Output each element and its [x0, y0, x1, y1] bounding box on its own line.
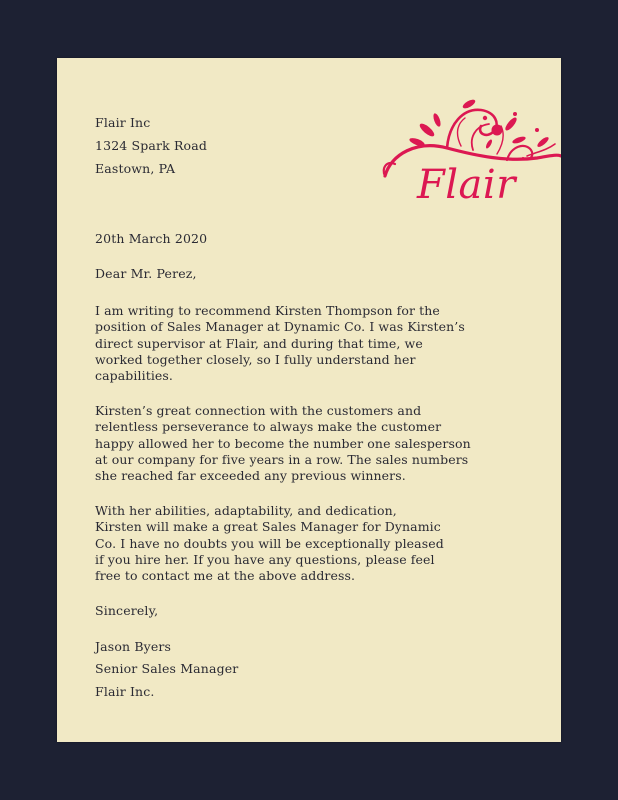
sender-company: Flair Inc [95, 115, 151, 130]
paragraph-line: position of Sales Manager at Dynamic Co. I was Kirsten’s [95, 319, 465, 335]
paragraph-line: if you hire her. If you have any questions, please feel [95, 551, 435, 567]
paragraph-line: Kirsten’s great connection with the customers and [95, 403, 422, 418]
signature-name: Jason Byers [95, 639, 172, 654]
paragraph-line: she reached far exceeded any previous winners. [95, 468, 406, 484]
closing: Sincerely, [95, 603, 159, 618]
paragraph-line: I am writing to recommend Kirsten Thompson for the [95, 303, 440, 318]
letter-page [57, 58, 561, 742]
paragraph-line: capabilities. [95, 368, 174, 384]
salutation: Dear Mr. Perez, [95, 266, 197, 281]
paragraph-line: With her abilities, adaptability, and dedication, [95, 503, 397, 518]
paragraph-line: free to contact me at the above address. [95, 568, 356, 584]
letter-date: 20th March 2020 [95, 231, 208, 246]
flair-logo [377, 84, 561, 212]
signature-title: Senior Sales Manager [95, 661, 239, 676]
flair-logo-wordmark: Flair [417, 162, 516, 208]
paragraph-line: happy allowed her to become the number one salesperson [95, 435, 471, 451]
sender-city: Eastown, PA [95, 161, 176, 176]
body-paragraph-3 [95, 503, 495, 584]
paragraph-line: direct supervisor at Flair, and during that time, we [95, 335, 423, 351]
paragraph-line: worked together closely, so I fully understand her [95, 351, 416, 367]
sender-street: 1324 Spark Road [95, 138, 207, 153]
paragraph-line: Kirsten will make a great Sales Manager for Dynamic [95, 519, 441, 535]
paragraph-line: relentless perseverance to always make the customer [95, 419, 442, 435]
body-paragraph-1 [95, 303, 495, 384]
body-paragraph-2 [95, 403, 495, 484]
signature-company: Flair Inc. [95, 684, 155, 699]
paragraph-line: at our company for five years in a row. The sales numbers [95, 451, 469, 467]
paragraph-line: Co. I have no doubts you will be exceptionally pleased [95, 535, 444, 551]
